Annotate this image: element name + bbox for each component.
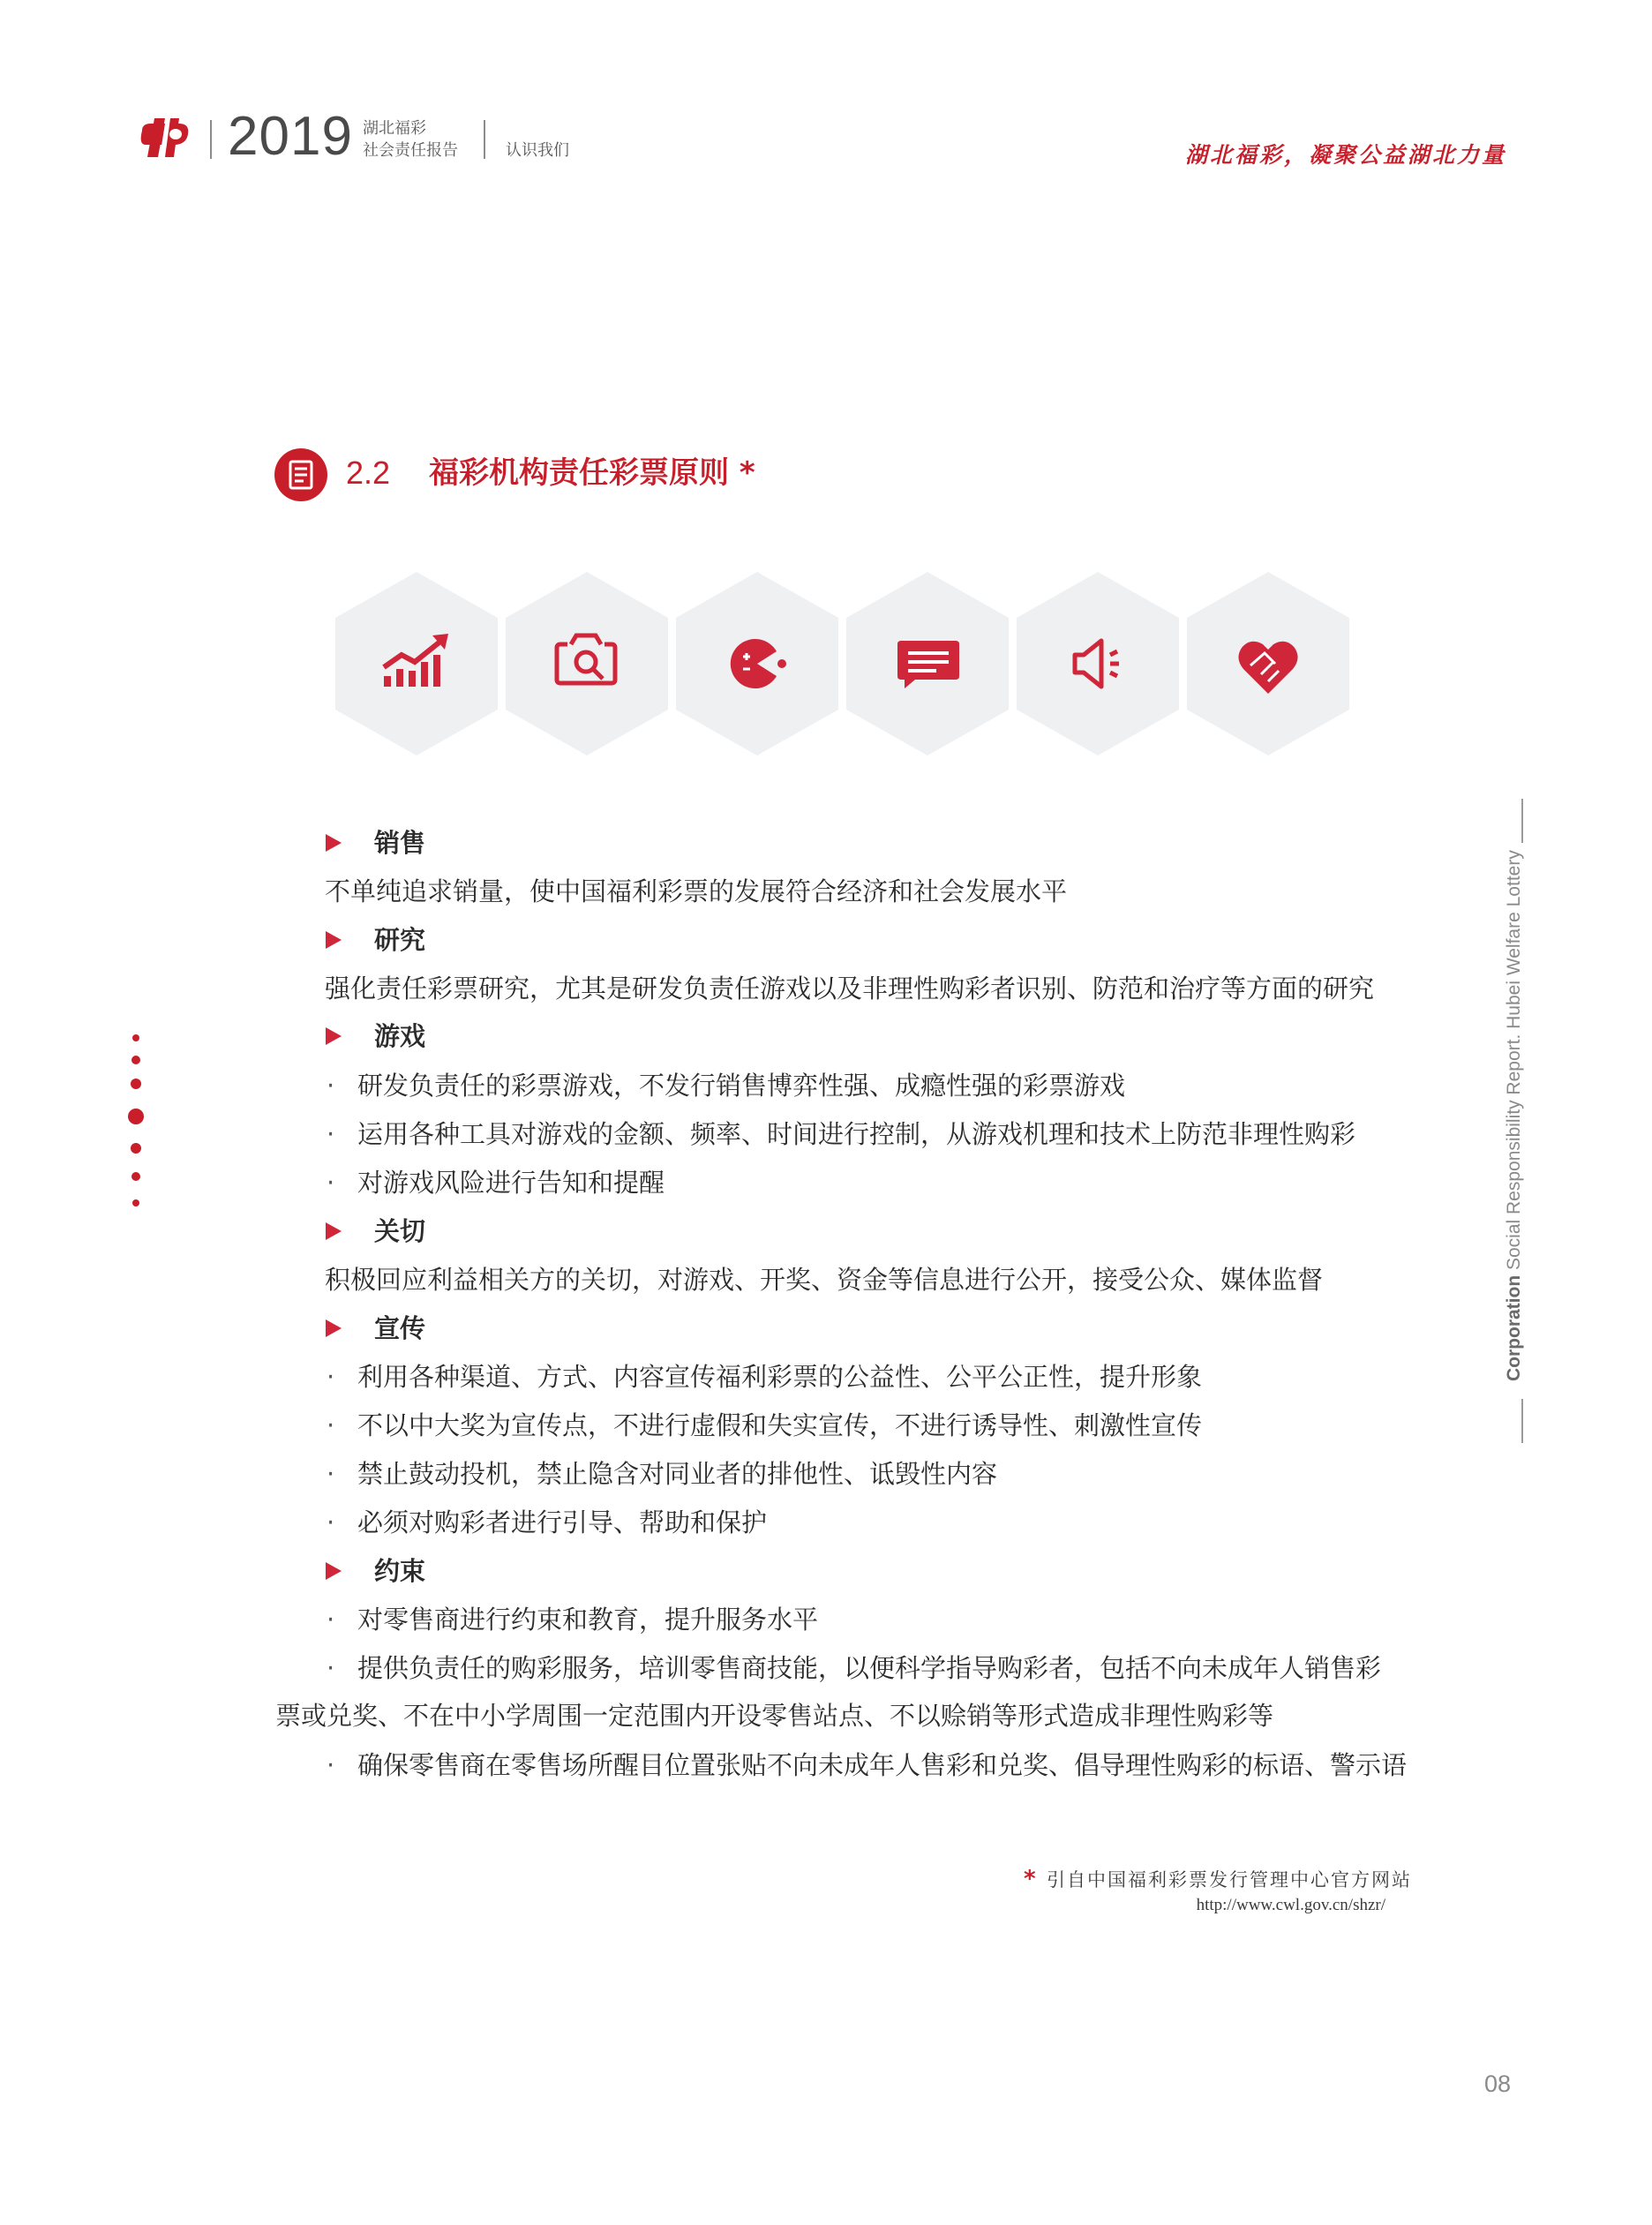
principle-heading-promotion: 宣传 [374,1313,426,1343]
principle-bullet: 确保零售商在零售场所醒目位置张贴不向未成年人售彩和兑奖、倡导理性购彩的标语、警示语 [357,1750,1408,1780]
principle-bullet: 利用各种渠道、方式、内容宣传福利彩票的公益性、公平公正性，提升形象 [357,1362,1203,1392]
section-bullet-icon [326,1222,342,1240]
side-caption-rest: Social Responsibility Report. Hubei Welfare Lottery [1504,850,1524,1275]
hex-tile-promotion [1017,572,1179,755]
footnote-text: 引自中国福利彩票发行管理中心官方网站 [1047,1869,1412,1890]
list-bullet: · [327,1653,335,1683]
report-name-line1: 湖北福彩 [363,119,426,138]
section-bullet-icon [326,931,342,949]
rail-dot [132,1034,139,1041]
principle-heading-restraint: 约束 [374,1556,426,1586]
rail-dot [131,1172,140,1181]
report-name-line2: 社会责任报告 [363,141,458,160]
principle-heading-concern: 关切 [374,1216,426,1246]
section-title: 福彩机构责任彩票原则 * [429,455,755,491]
hex-tile-restraint [1187,572,1349,755]
section-bullet-icon [326,1319,342,1337]
list-bullet: · [327,1410,335,1440]
side-caption-bold: Corporation [1504,1274,1524,1381]
principle-bullet-continuation: 票或兑奖、不在中小学周围一定范围内开设零售站点、不以赊销等形式造成非理性购彩等 [275,1701,1274,1731]
rail-dot [131,1056,140,1064]
principle-text-research: 强化责任彩票研究，尤其是研发负责任游戏以及非理性购彩者识别、防范和治疗等方面的研究 [325,973,1375,1004]
principle-bullet: 对游戏风险进行告知和提醒 [357,1168,665,1198]
welfare-lottery-logo [139,115,191,161]
principle-bullet: 对零售商进行约束和教育，提升服务水平 [357,1605,819,1635]
hex-tile-game [676,572,838,755]
rail-dot-active [128,1109,144,1124]
report-year: 2019 [228,106,353,167]
list-bullet: · [327,1071,335,1101]
footnote-marker: * [1024,1866,1036,1892]
principle-bullet: 必须对购彩者进行引导、帮助和保护 [357,1507,768,1537]
principle-bullet: 不以中大奖为宣传点，不进行虚假和失实宣传，不进行诱导性、刺激性宣传 [357,1410,1203,1440]
principle-bullet: 提供负责任的购彩服务，培训零售商技能，以便科学指导购彩者，包括不向未成年人销售彩 [357,1653,1382,1683]
list-bullet: · [327,1459,335,1489]
list-bullet: · [327,1362,335,1392]
list-bullet: · [327,1507,335,1537]
principle-heading-research: 研究 [374,925,426,955]
principle-bullet: 研发负责任的彩票游戏，不发行销售博弈性强、成瘾性强的彩票游戏 [357,1071,1126,1101]
header-separator [210,120,212,159]
principle-heading-sales: 销售 [374,828,426,858]
document-icon [274,448,327,501]
principle-icon-row [335,572,1350,757]
list-bullet: · [327,1750,335,1780]
side-caption [1504,850,1525,1381]
rail-dot [131,1079,141,1089]
list-bullet: · [327,1168,335,1198]
rail-dot [131,1143,141,1154]
principle-heading-game: 游戏 [374,1021,426,1051]
side-rule-top [1521,799,1523,843]
principle-bullet: 禁止鼓动投机，禁止隐含对同业者的排他性、诋毁性内容 [357,1459,998,1489]
footnote-url: http://www.cwl.gov.cn/shzr/ [1196,1896,1385,1914]
header-slogan: 湖北福彩，凝聚公益湖北力量 [1184,142,1506,168]
header-separator [484,120,485,159]
principle-text-sales: 不单纯追求销量，使中国福利彩票的发展符合经济和社会发展水平 [325,876,1068,906]
chapter-label: 认识我们 [506,141,569,160]
section-bullet-icon [326,1027,342,1045]
hex-tile-research [506,572,668,755]
hex-tile-sales [335,572,498,755]
principle-bullet: 运用各种工具对游戏的金额、频率、时间进行控制，从游戏机理和技术上防范非理性购彩 [357,1119,1356,1149]
hex-tile-concern [846,572,1009,755]
rail-dot [132,1199,139,1206]
list-bullet: · [327,1605,335,1635]
principle-text-concern: 积极回应利益相关方的关切，对游戏、开奖、资金等信息进行公开，接受公众、媒体监督 [325,1265,1324,1295]
list-bullet: · [327,1119,335,1149]
page-header [0,0,1652,194]
page-number: 08 [1483,2071,1511,2097]
section-number: 2.2 [346,455,391,491]
side-rule-bottom [1521,1399,1523,1443]
section-bullet-icon [326,834,342,852]
section-bullet-icon [326,1562,342,1580]
